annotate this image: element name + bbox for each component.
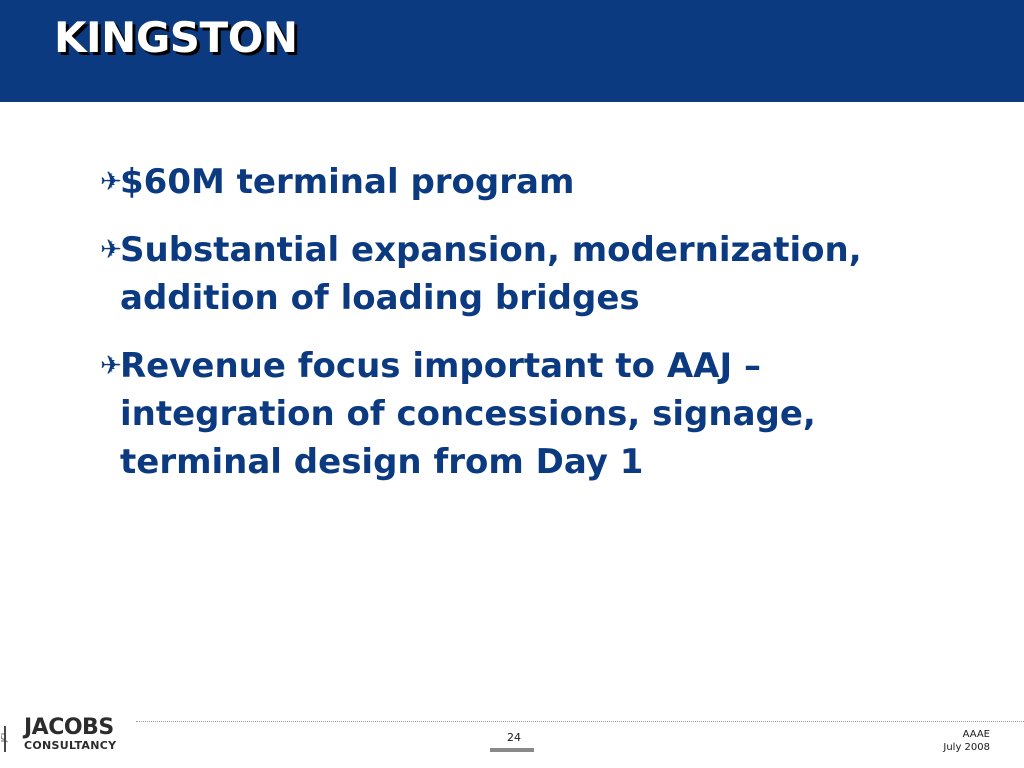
logo-bottom-text: CONSULTANCY	[24, 739, 117, 752]
company-logo	[24, 716, 116, 752]
side-mark: JCI	[0, 732, 8, 742]
footer-org: AAAE	[962, 729, 990, 740]
footer-info	[943, 728, 990, 754]
bullet-list	[100, 158, 980, 506]
airplane-icon: ✈	[100, 167, 122, 197]
airplane-icon: ✈	[100, 351, 122, 381]
page-number-bar	[490, 748, 534, 752]
logo-top-text: JACOBS	[24, 715, 114, 740]
footer-divider	[136, 721, 1024, 722]
footer-date: July 2008	[943, 742, 990, 753]
bullet-text: Revenue focus important to AAJ – integration of concessions, signage, terminal design from Day 1	[120, 346, 816, 482]
slide-title: KINGSTON	[54, 13, 298, 62]
bullet-text: Substantial expansion, modernization, addition of loading bridges	[120, 230, 862, 318]
bullet-item	[100, 226, 980, 322]
bullet-item	[100, 158, 980, 206]
airplane-icon: ✈	[100, 235, 122, 265]
page-number: 24	[507, 731, 521, 744]
bullet-item	[100, 342, 980, 486]
bullet-text: $60M terminal program	[120, 162, 575, 202]
title-bar	[0, 0, 1024, 102]
